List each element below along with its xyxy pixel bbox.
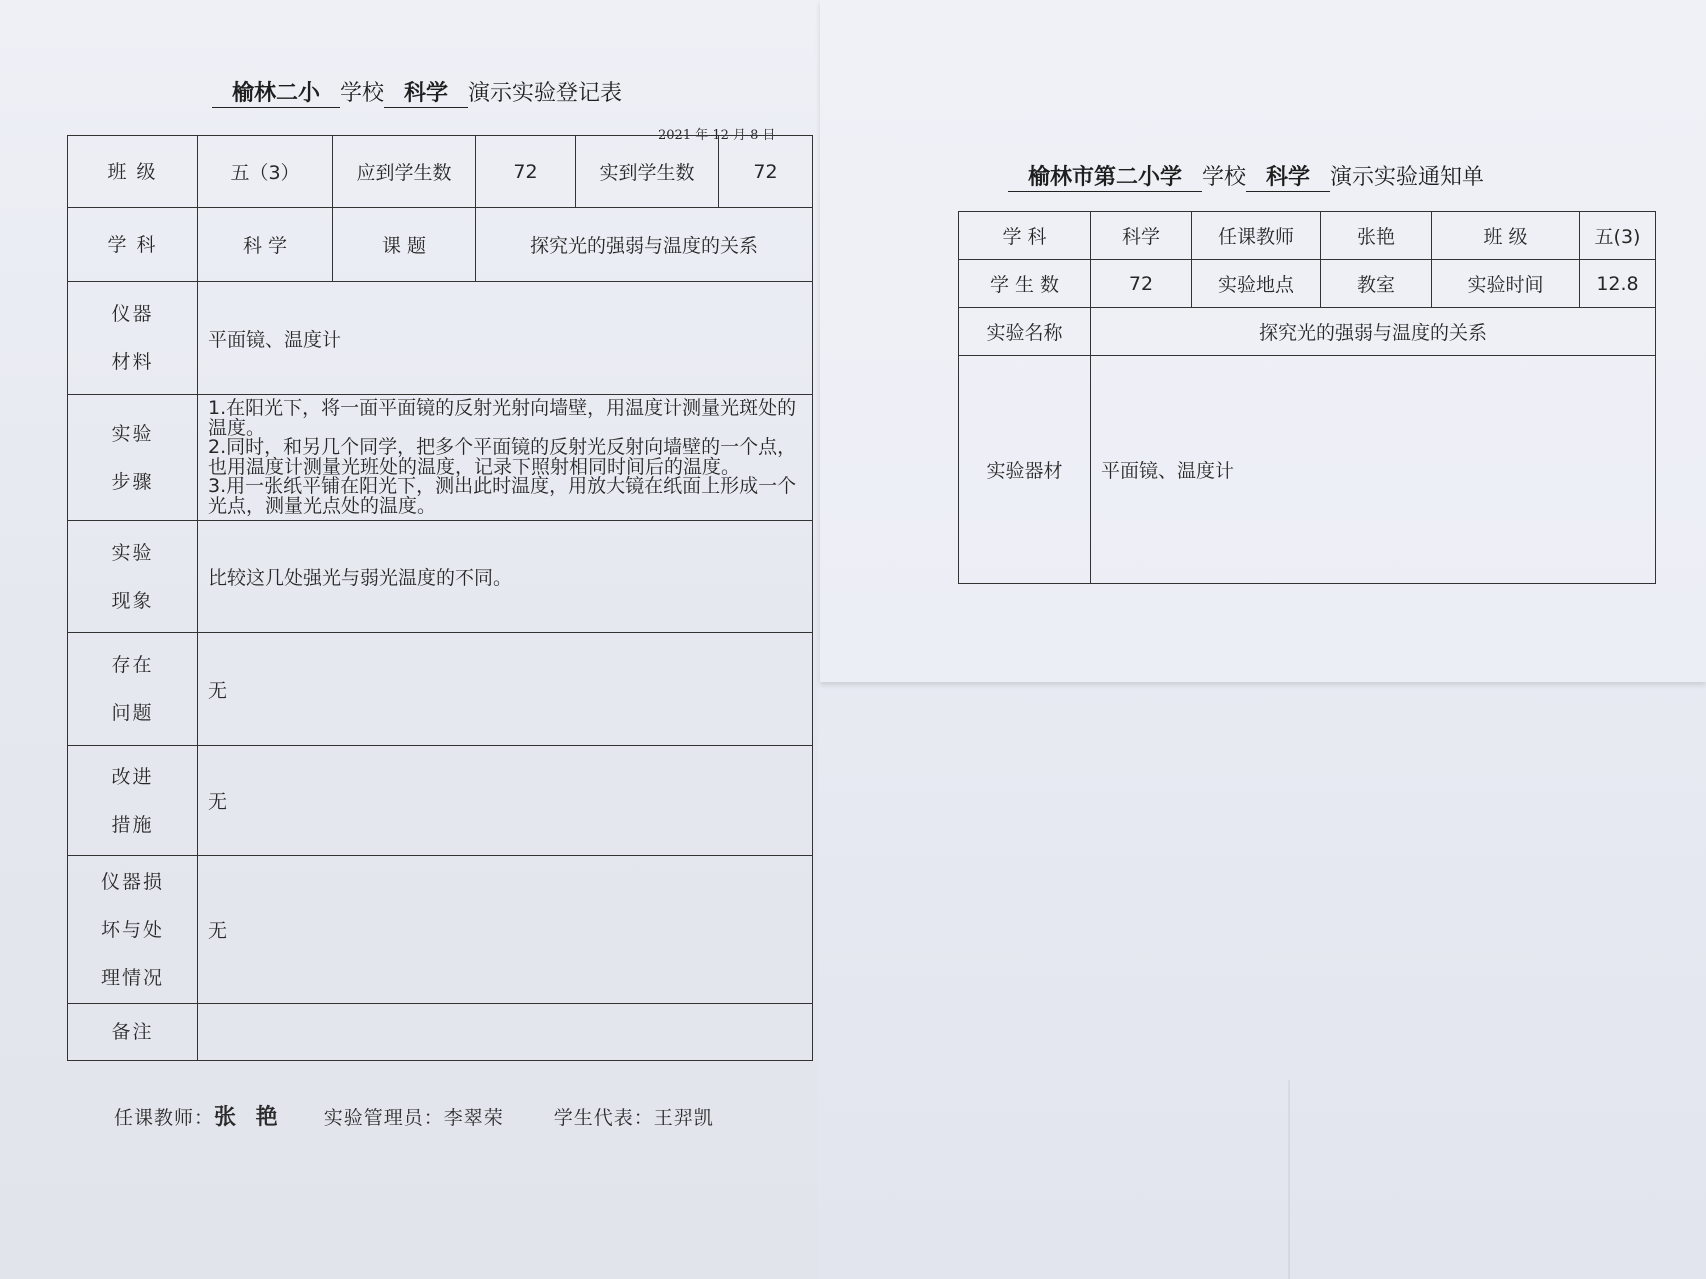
materials-value: 平面镜、温度计 bbox=[198, 282, 813, 395]
notice-name-label: 实验名称 bbox=[959, 308, 1091, 356]
notice-title-doc: 演示实验通知单 bbox=[1330, 165, 1485, 190]
table-row bbox=[68, 521, 813, 633]
registration-table bbox=[67, 135, 813, 1061]
teacher-name: 张 艳 bbox=[214, 1105, 284, 1130]
step-item: 2.同时，和另几个同学，把多个平面镜的反射光反射向墙壁的一个点，也用温度计测量光班处的温度，记录下照射相同时间后的温度。 bbox=[208, 436, 797, 478]
table-row bbox=[959, 212, 1656, 260]
notice-subject-label: 学 科 bbox=[959, 212, 1091, 260]
notice-class-value: 五(3) bbox=[1580, 212, 1656, 260]
expected-label: 应到学生数 bbox=[333, 136, 476, 208]
class-label: 班 级 bbox=[68, 136, 198, 208]
notice-students-value: 72 bbox=[1091, 260, 1192, 308]
table-row bbox=[68, 208, 813, 282]
notice-place-label: 实验地点 bbox=[1192, 260, 1321, 308]
student-label: 学生代表：王羿凯 bbox=[553, 1107, 714, 1129]
notice-subject-value: 科学 bbox=[1091, 212, 1192, 260]
table-row bbox=[68, 1004, 813, 1061]
expected-value: 72 bbox=[476, 136, 576, 208]
admin-label: 实验管理员：李翠荣 bbox=[323, 1107, 504, 1129]
step-item: 3.用一张纸平铺在阳光下，测出此时温度，用放大镜在纸面上形成一个光点，测量光点处的温度。 bbox=[208, 475, 797, 517]
topic-value: 探究光的强弱与温度的关系 bbox=[476, 208, 813, 282]
phenomenon-value: 比较这几处强光与弱光温度的不同。 bbox=[198, 521, 813, 633]
notes-label: 备注 bbox=[68, 1004, 198, 1061]
blank-sheet bbox=[818, 640, 1706, 1279]
improve-label: 改进措施 bbox=[68, 746, 198, 856]
notice-teacher-value: 张艳 bbox=[1321, 212, 1432, 260]
paper-crease bbox=[1288, 1080, 1290, 1279]
improve-value: 无 bbox=[198, 746, 813, 856]
title-subject: 科学 bbox=[384, 76, 468, 108]
notice-title bbox=[1008, 160, 1484, 192]
damage-value: 无 bbox=[198, 856, 813, 1004]
notice-class-label: 班 级 bbox=[1432, 212, 1580, 260]
signature-line bbox=[114, 1100, 714, 1131]
registration-title bbox=[212, 76, 622, 108]
notice-materials-label: 实验器材 bbox=[959, 356, 1091, 584]
notice-title-subject: 科学 bbox=[1246, 160, 1330, 192]
notice-teacher-label: 任课教师 bbox=[1192, 212, 1321, 260]
table-row bbox=[959, 308, 1656, 356]
table-row bbox=[68, 633, 813, 746]
notice-sheet bbox=[820, 0, 1706, 682]
problems-value: 无 bbox=[198, 633, 813, 746]
registration-date: 2021 年 12 月 8 日 bbox=[658, 128, 776, 143]
notice-name-value: 探究光的强弱与温度的关系 bbox=[1091, 308, 1656, 356]
subject-label: 学 科 bbox=[68, 208, 198, 282]
notice-students-label: 学 生 数 bbox=[959, 260, 1091, 308]
notice-place-value: 教室 bbox=[1321, 260, 1432, 308]
table-row bbox=[68, 856, 813, 1004]
table-row bbox=[68, 282, 813, 395]
notice-title-school: 榆林市第二小学 bbox=[1008, 160, 1202, 192]
table-row bbox=[959, 356, 1656, 584]
materials-label: 仪器材料 bbox=[68, 282, 198, 395]
table-row bbox=[68, 746, 813, 856]
notes-value bbox=[198, 1004, 813, 1061]
table-row bbox=[68, 136, 813, 208]
table-row bbox=[959, 260, 1656, 308]
teacher-label: 任课教师： bbox=[114, 1107, 215, 1129]
steps-label: 实验步骤 bbox=[68, 395, 198, 521]
table-row bbox=[68, 395, 813, 521]
phenomenon-label: 实验现象 bbox=[68, 521, 198, 633]
steps-list bbox=[198, 395, 813, 521]
notice-table bbox=[958, 211, 1656, 584]
problems-label: 存在问题 bbox=[68, 633, 198, 746]
topic-label: 课 题 bbox=[333, 208, 476, 282]
notice-time-label: 实验时间 bbox=[1432, 260, 1580, 308]
notice-materials-value: 平面镜、温度计 bbox=[1091, 356, 1656, 584]
damage-label: 仪器损坏与处理情况 bbox=[68, 856, 198, 1004]
title-school: 榆林二小 bbox=[212, 76, 340, 108]
title-doc: 演示实验登记表 bbox=[468, 81, 623, 106]
actual-value: 72 bbox=[719, 136, 813, 208]
class-value: 五（3） bbox=[198, 136, 333, 208]
notice-title-school-suffix: 学校 bbox=[1202, 165, 1247, 190]
registration-sheet bbox=[0, 0, 820, 1279]
step-item: 1.在阳光下，将一面平面镜的反射光射向墙壁，用温度计测量光斑处的温度。 bbox=[208, 397, 797, 439]
subject-value: 科 学 bbox=[198, 208, 333, 282]
title-school-suffix: 学校 bbox=[340, 81, 385, 106]
actual-label: 实到学生数 bbox=[576, 136, 719, 208]
notice-time-value: 12.8 bbox=[1580, 260, 1656, 308]
